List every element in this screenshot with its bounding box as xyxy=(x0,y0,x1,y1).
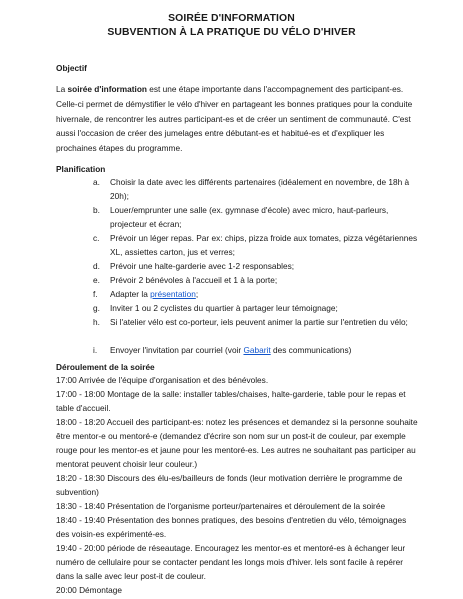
schedule-entry: 17:00 Arrivée de l'équipe d'organisation et des bénévoles. xyxy=(56,375,269,385)
list-marker: d. xyxy=(93,261,100,271)
list-item-text: Prévoir une halte-garderie avec 1-2 responsables; xyxy=(110,261,295,271)
schedule-entry: 19:40 - 20:00 période de réseautage. Encouragez les mentor-es et mentoré-es à échanger leur numéro de cellulaire pour se contacter pendant les longs mois d'hiver. lels sont facile à repérer dans la salle avec leur post-it de couleur. xyxy=(56,543,406,581)
list-item-text: Prévoir 2 bénévoles à l'accueil et 1 à la porte; xyxy=(110,275,278,285)
list-item-text-before: Adapter la xyxy=(110,289,151,299)
presentation-link[interactable]: présentation xyxy=(150,289,196,299)
schedule-entry: 17:00 - 18:00 Montage de la salle: installer tables/chaises, halte-garderie, table pour le repas et table d'accueil. xyxy=(56,389,406,413)
schedule-entry: 18:40 - 19:40 Présentation des bonnes pratiques, des besoins d'entretien du vélo, témoignages des voisin-es expérimenté-es. xyxy=(56,515,407,539)
list-item-text-after: des communications) xyxy=(270,345,352,355)
objectif-intro-bold: soirée d'information xyxy=(67,84,147,94)
objectif-paragraph xyxy=(56,82,416,156)
document-title-line-1: SOIRÉE D'INFORMATION xyxy=(168,13,295,24)
deroulement-heading: Déroulement de la soirée xyxy=(56,362,155,372)
list-marker: i. xyxy=(93,345,98,355)
list-item-text-after: ; xyxy=(195,289,199,299)
list-item-text: Si l'atelier vélo est co-porteur, iels peuvent animer la partie sur l'entretien du vélo; xyxy=(110,317,408,327)
objectif-intro-prefix: La xyxy=(56,84,68,94)
objectif-heading: Objectif xyxy=(56,63,87,73)
list-item-text xyxy=(110,288,425,302)
list-item-text: Prévoir un léger repas. Par ex: chips, pizza froide aux tomates, pizza végétariennes XL, assiettes carton, jus et verres; xyxy=(110,233,418,257)
list-marker: h. xyxy=(93,317,100,327)
list-marker: c. xyxy=(93,233,100,243)
objectif-intro-text: est une étape importante dans l'accompagnement des participant-es. Celle-ci permet de démystifier le vélo d'hiver en partageant les bonnes pratiques pour la conduite hivernale, de rencontrer les autres participant-es et de créer un sentiment de communauté. C'est aussi l'occasion de créer des jumelages entre débutant-es et habitué-es et d'expliquer les prochaines étapes du programme. xyxy=(56,84,413,154)
schedule-entry: 18:00 - 18:20 Accueil des participant-es: notez les présences et demandez si la personne souhaite être mentor-e ou mentoré-e (demandez d'écrire son nom sur un post-it de couleur, par exemple rouge pour les mentor-es et jaune pour les mentoré-es. Les autres ne souhaitant pas participer au mentorat peuvent choisir leur couleur.) xyxy=(56,417,418,469)
schedule-entry: 18:20 - 18:30 Discours des élu-es/bailleurs de fonds (leur motivation derrière le programme de subvention) xyxy=(56,473,403,497)
schedule-entry: 18:30 - 18:40 Présentation de l'organisme porteur/partenaires et déroulement de la soirée xyxy=(56,501,386,511)
list-marker: a. xyxy=(93,177,100,187)
list-marker: b. xyxy=(93,205,100,215)
list-item-text xyxy=(110,344,425,358)
list-item-text: Inviter 1 ou 2 cyclistes du quartier à partager leur témoignage; xyxy=(110,303,338,313)
list-marker: e. xyxy=(93,275,100,285)
list-item-text-before: Envoyer l'invitation par courriel (voir xyxy=(110,345,244,355)
planification-heading: Planification xyxy=(56,164,106,174)
document-title-line-2: SUBVENTION À LA PRATIQUE DU VÉLO D'HIVER xyxy=(107,27,356,38)
list-marker: g. xyxy=(93,303,100,313)
list-marker: f. xyxy=(93,289,98,299)
gabarit-link[interactable]: Gabarit xyxy=(243,345,271,355)
schedule-entry: 20:00 Démontage xyxy=(56,585,122,595)
list-item-text: Choisir la date avec les différents partenaires (idéalement en novembre, de 18h à 20h); xyxy=(110,177,410,201)
list-item-text: Louer/emprunter une salle (ex. gymnase d'école) avec micro, haut-parleurs, projecteur et écran; xyxy=(110,205,389,229)
